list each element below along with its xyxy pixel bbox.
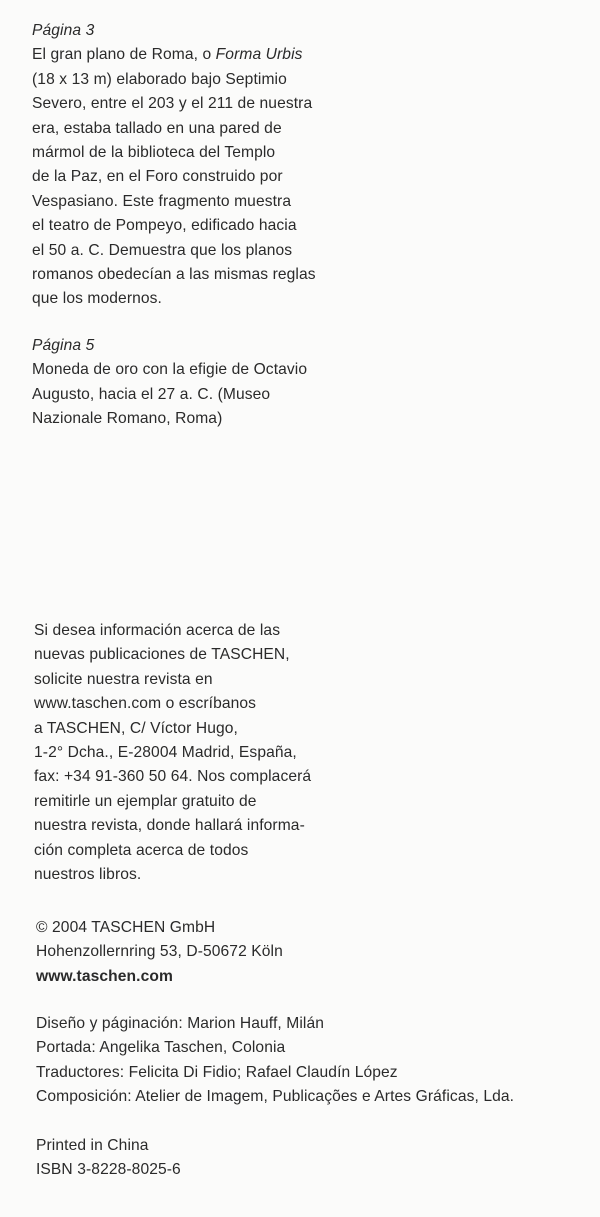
caption-line: Moneda de oro con la efigie de Octavio: [32, 361, 308, 379]
printing-block: [36, 1134, 576, 1183]
credit-line: Diseño y páginación: Marion Hauff, Milán: [36, 1015, 325, 1032]
caption-line: romanos obedecían a las mismas reglas: [32, 266, 316, 284]
info-line: a TASCHEN, C/ Víctor Hugo,: [34, 719, 238, 737]
credit-line: Portada: Angelika Taschen, Colonia: [36, 1039, 286, 1057]
caption-line: El gran plano de Roma, o Forma Urbis: [32, 46, 303, 64]
caption-line: de la Paz, en el Foro construido por: [32, 168, 283, 186]
caption-line: Augusto, hacia el 27 a. C. (Museo: [32, 385, 271, 403]
caption-line: Vespasiano. Este fragmento muestra: [32, 192, 292, 210]
caption-spacer: [32, 312, 572, 334]
caption-line: el 50 a. C. Demuestra que los planos: [32, 241, 293, 259]
caption-page-5-text: [32, 358, 572, 431]
info-line: remitirle un ejemplar gratuito de: [34, 792, 257, 810]
printed-in-line: Printed in China: [36, 1137, 149, 1154]
credit-line: Traductores: Felicita Di Fidio; Rafael Claudín López: [36, 1063, 398, 1081]
info-line: nuestros libros.: [34, 866, 142, 884]
publisher-info-block: [34, 619, 574, 887]
caption-line: el teatro de Pompeyo, edificado hacia: [32, 217, 297, 235]
info-line: solicite nuestra revista en: [34, 670, 213, 688]
caption-line: que los modernos.: [32, 290, 162, 308]
info-line: ción completa acerca de todos: [34, 841, 249, 859]
credit-line: Composición: Atelier de Imagem, Publicações e Artes Gráficas, Lda.: [36, 1088, 515, 1106]
caption-line: Severo, entre el 203 y el 211 de nuestra: [32, 95, 313, 113]
info-line: fax: +34 91-360 50 64. Nos complacerá: [34, 768, 312, 786]
copyright-line: © 2004 TASCHEN GmbH: [36, 919, 216, 936]
caption-line: era, estaba tallado en una pared de: [32, 119, 282, 137]
caption-page-3-text: [32, 43, 572, 311]
caption-line: mármol de la biblioteca del Templo: [32, 144, 276, 162]
caption-heading-page-3: Página 3: [32, 22, 95, 39]
copyright-block: [36, 916, 576, 989]
info-line: nuestra revista, donde hallará informa-: [34, 817, 305, 835]
info-line: 1-2° Dcha., E-28004 Madrid, España,: [34, 744, 297, 762]
caption-line: Nazionale Romano, Roma): [32, 410, 223, 428]
address-line: Hohenzollernring 53, D-50672 Köln: [36, 943, 283, 961]
caption-line: (18 x 13 m) elaborado bajo Septimio: [32, 70, 287, 88]
credits-block: [36, 1012, 576, 1110]
website-link[interactable]: www.taschen.com: [36, 967, 173, 985]
forma-urbis-title: Forma Urbis: [215, 46, 303, 64]
caption-heading-page-5: Página 5: [32, 336, 95, 354]
captions-block: [32, 19, 572, 432]
info-line: www.taschen.com o escríbanos: [34, 695, 257, 713]
info-line: Si desea información acerca de las: [34, 622, 281, 639]
isbn-line: ISBN 3-8228-8025-6: [36, 1161, 181, 1179]
info-line: nuevas publicaciones de TASCHEN,: [34, 646, 290, 664]
